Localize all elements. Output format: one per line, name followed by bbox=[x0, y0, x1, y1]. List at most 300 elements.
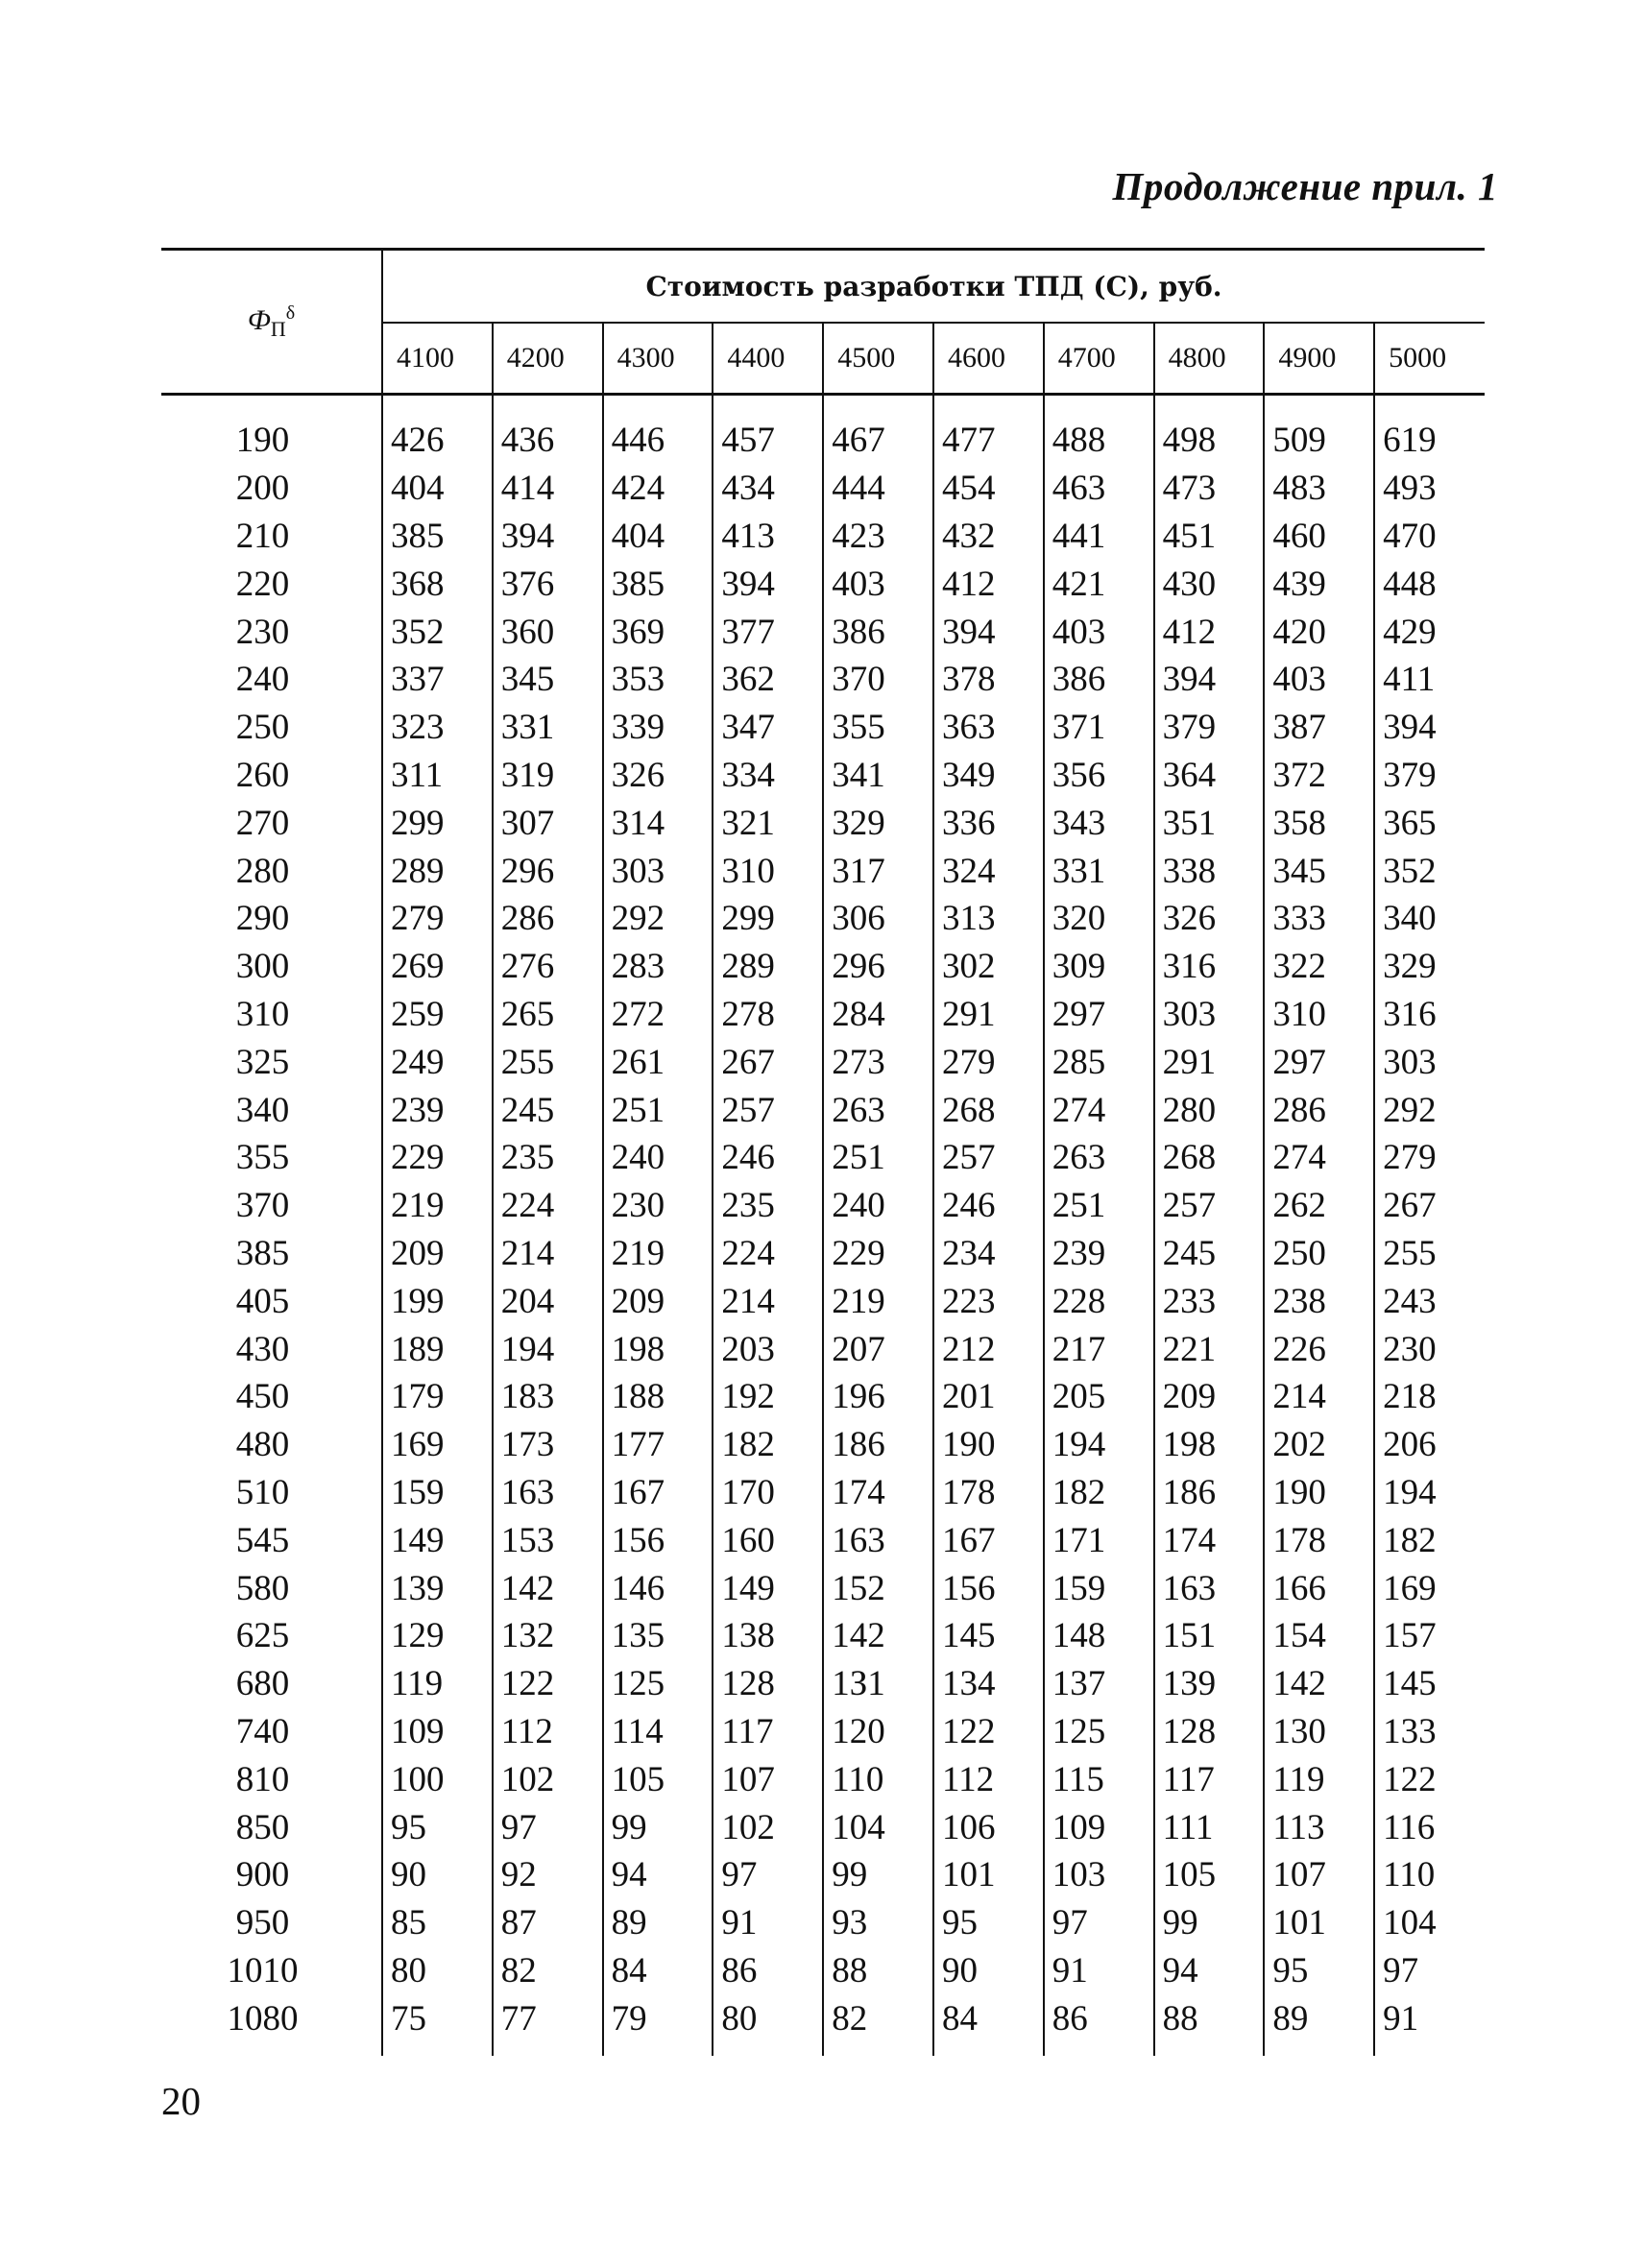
table-cell: 238 bbox=[1264, 1277, 1374, 1325]
table-row bbox=[161, 847, 1485, 895]
table-cell: 229 bbox=[823, 1230, 933, 1278]
table-row bbox=[161, 1134, 1485, 1182]
phi-value: 900 bbox=[161, 1851, 382, 1899]
table-cell: 339 bbox=[603, 704, 713, 752]
table-cell: 303 bbox=[1374, 1038, 1485, 1086]
table-cell: 84 bbox=[933, 1994, 1044, 2042]
phi-value: 250 bbox=[161, 704, 382, 752]
table-cell: 128 bbox=[713, 1660, 823, 1708]
table-cell: 280 bbox=[1154, 1086, 1265, 1134]
table-cell: 170 bbox=[713, 1469, 823, 1517]
phi-value: 200 bbox=[161, 465, 382, 513]
phi-subscript: П bbox=[270, 316, 286, 341]
table-cell: 263 bbox=[823, 1086, 933, 1134]
table-cell: 439 bbox=[1264, 560, 1374, 608]
table-cell: 403 bbox=[1264, 656, 1374, 704]
table-cell: 117 bbox=[713, 1708, 823, 1756]
table-cell: 106 bbox=[933, 1803, 1044, 1851]
phi-value: 280 bbox=[161, 847, 382, 895]
table-cell: 338 bbox=[1154, 847, 1265, 895]
table-cell: 387 bbox=[1264, 704, 1374, 752]
table-cell: 347 bbox=[713, 704, 823, 752]
table-cell: 324 bbox=[933, 847, 1044, 895]
table-cell: 385 bbox=[391, 516, 445, 556]
table-body bbox=[161, 395, 1485, 2057]
table-bottom-padding bbox=[161, 2042, 1485, 2056]
table-cell: 451 bbox=[1154, 513, 1265, 561]
table-cell: 132 bbox=[493, 1612, 603, 1660]
cost-column-header: 4300 bbox=[603, 323, 713, 395]
table-cell: 394 bbox=[493, 513, 603, 561]
table-cell: 470 bbox=[1374, 513, 1485, 561]
table-row bbox=[161, 513, 1485, 561]
table-cell: 261 bbox=[603, 1038, 713, 1086]
table-cell: 322 bbox=[1264, 943, 1374, 991]
table-cell: 169 bbox=[391, 1425, 445, 1465]
table-cell: 122 bbox=[933, 1708, 1044, 1756]
table-cell: 169 bbox=[1374, 1564, 1485, 1612]
table-cell: 92 bbox=[493, 1851, 603, 1899]
table-cell: 291 bbox=[1154, 1038, 1265, 1086]
table-cell: 276 bbox=[493, 943, 603, 991]
table-row bbox=[161, 1851, 1485, 1899]
table-cell: 110 bbox=[823, 1755, 933, 1803]
table-cell: 142 bbox=[493, 1564, 603, 1612]
table-cell: 349 bbox=[933, 752, 1044, 800]
table-cell: 178 bbox=[933, 1469, 1044, 1517]
table-cell: 101 bbox=[1264, 1899, 1374, 1947]
table-row bbox=[161, 1421, 1485, 1469]
table-cell: 134 bbox=[933, 1660, 1044, 1708]
table-cell: 251 bbox=[603, 1086, 713, 1134]
table-cell: 186 bbox=[823, 1421, 933, 1469]
table-cell: 97 bbox=[493, 1803, 603, 1851]
table-cell: 259 bbox=[391, 994, 445, 1034]
table-cell: 84 bbox=[603, 1947, 713, 1995]
table-cell: 378 bbox=[933, 656, 1044, 704]
table-cell: 257 bbox=[713, 1086, 823, 1134]
table-cell: 364 bbox=[1154, 752, 1265, 800]
table-cell: 314 bbox=[603, 799, 713, 847]
table-cell: 289 bbox=[713, 943, 823, 991]
table-cell: 412 bbox=[933, 560, 1044, 608]
table-cell: 303 bbox=[603, 847, 713, 895]
table-cell: 130 bbox=[1264, 1708, 1374, 1756]
phi-value: 370 bbox=[161, 1182, 382, 1230]
table-cell: 95 bbox=[1264, 1947, 1374, 1995]
table-cell: 174 bbox=[1154, 1516, 1265, 1564]
table-cell: 139 bbox=[391, 1568, 445, 1608]
table-cell: 82 bbox=[493, 1947, 603, 1995]
table-cell: 265 bbox=[493, 991, 603, 1039]
table-cell: 149 bbox=[391, 1520, 445, 1560]
table-cell: 263 bbox=[1044, 1134, 1154, 1182]
table-cell: 234 bbox=[933, 1230, 1044, 1278]
table-cell: 149 bbox=[713, 1564, 823, 1612]
table-cell: 362 bbox=[713, 656, 823, 704]
phi-value: 810 bbox=[161, 1755, 382, 1803]
table-cell: 230 bbox=[603, 1182, 713, 1230]
table-cell: 138 bbox=[713, 1612, 823, 1660]
table-cell: 99 bbox=[1154, 1899, 1265, 1947]
table-cell: 133 bbox=[1374, 1708, 1485, 1756]
table-cell: 201 bbox=[933, 1373, 1044, 1421]
table-cell: 209 bbox=[1154, 1373, 1265, 1421]
table-cell: 441 bbox=[1044, 513, 1154, 561]
table-cell: 163 bbox=[1154, 1564, 1265, 1612]
table-cell: 104 bbox=[1374, 1899, 1485, 1947]
table-cell: 174 bbox=[823, 1469, 933, 1517]
table-cell: 105 bbox=[603, 1755, 713, 1803]
table-cell: 91 bbox=[1044, 1947, 1154, 1995]
phi-value: 220 bbox=[161, 560, 382, 608]
table-cell: 88 bbox=[1154, 1994, 1265, 2042]
table-cell: 97 bbox=[713, 1851, 823, 1899]
table-cell: 186 bbox=[1154, 1469, 1265, 1517]
table-cell: 114 bbox=[603, 1708, 713, 1756]
table-cell: 194 bbox=[493, 1325, 603, 1373]
table-row bbox=[161, 1038, 1485, 1086]
table-cell: 394 bbox=[933, 608, 1044, 656]
table-cell: 122 bbox=[1374, 1755, 1485, 1803]
table-cell: 129 bbox=[391, 1616, 445, 1656]
table-cell: 171 bbox=[1044, 1516, 1154, 1564]
table-cell: 86 bbox=[1044, 1994, 1154, 2042]
table-cell: 363 bbox=[933, 704, 1044, 752]
table-cell: 125 bbox=[603, 1660, 713, 1708]
table-cell: 202 bbox=[1264, 1421, 1374, 1469]
table-cell: 192 bbox=[713, 1373, 823, 1421]
phi-value: 310 bbox=[161, 991, 382, 1039]
table-cell: 249 bbox=[391, 1042, 445, 1082]
table-cell: 329 bbox=[823, 799, 933, 847]
table-cell: 194 bbox=[1044, 1421, 1154, 1469]
table-row bbox=[161, 417, 1485, 465]
table-row bbox=[161, 1612, 1485, 1660]
table-cell: 99 bbox=[823, 1851, 933, 1899]
cost-column-header: 4200 bbox=[493, 323, 603, 395]
table-cell: 239 bbox=[391, 1090, 445, 1130]
table-cell: 224 bbox=[713, 1230, 823, 1278]
table-cell: 473 bbox=[1154, 465, 1265, 513]
table-cell: 423 bbox=[823, 513, 933, 561]
table-cell: 99 bbox=[603, 1803, 713, 1851]
table-cell: 182 bbox=[1044, 1469, 1154, 1517]
table-cell: 97 bbox=[1374, 1947, 1485, 1995]
table-cell: 299 bbox=[713, 895, 823, 943]
table-cell: 146 bbox=[603, 1564, 713, 1612]
table-cell: 353 bbox=[603, 656, 713, 704]
table-cell: 420 bbox=[1264, 608, 1374, 656]
table-cell: 230 bbox=[1374, 1325, 1485, 1373]
table-cell: 326 bbox=[1154, 895, 1265, 943]
table-cell: 368 bbox=[391, 564, 445, 604]
table-cell: 160 bbox=[713, 1516, 823, 1564]
table-cell: 194 bbox=[1374, 1469, 1485, 1517]
table-cell: 430 bbox=[1154, 560, 1265, 608]
table-cell: 279 bbox=[391, 899, 445, 939]
table-cell: 403 bbox=[823, 560, 933, 608]
table-cell: 385 bbox=[603, 560, 713, 608]
table-cell: 310 bbox=[1264, 991, 1374, 1039]
table-row bbox=[161, 1469, 1485, 1517]
phi-value: 580 bbox=[161, 1564, 382, 1612]
table-cell: 345 bbox=[1264, 847, 1374, 895]
table-cell: 379 bbox=[1374, 752, 1485, 800]
phi-value: 325 bbox=[161, 1038, 382, 1086]
table-cell: 156 bbox=[603, 1516, 713, 1564]
table-cell: 434 bbox=[713, 465, 823, 513]
phi-value: 480 bbox=[161, 1421, 382, 1469]
table-cell: 95 bbox=[933, 1899, 1044, 1947]
table-cell: 467 bbox=[823, 417, 933, 465]
table-cell: 151 bbox=[1154, 1612, 1265, 1660]
table-cell: 196 bbox=[823, 1373, 933, 1421]
table-cell: 286 bbox=[1264, 1086, 1374, 1134]
table-cell: 313 bbox=[933, 895, 1044, 943]
table-cell: 190 bbox=[933, 1421, 1044, 1469]
table-cell: 320 bbox=[1044, 895, 1154, 943]
phi-superscript: δ bbox=[285, 302, 296, 324]
table-cell: 93 bbox=[823, 1899, 933, 1947]
table-cell: 477 bbox=[933, 417, 1044, 465]
cost-table bbox=[161, 248, 1485, 2056]
table-cell: 351 bbox=[1154, 799, 1265, 847]
table-cell: 297 bbox=[1044, 991, 1154, 1039]
phi-column-header bbox=[161, 250, 382, 395]
table-cell: 80 bbox=[713, 1994, 823, 2042]
table-cell: 321 bbox=[713, 799, 823, 847]
table-row bbox=[161, 560, 1485, 608]
phi-value: 1080 bbox=[161, 1994, 382, 2042]
table-cell: 352 bbox=[391, 612, 445, 652]
table-cell: 432 bbox=[933, 513, 1044, 561]
table-cell: 448 bbox=[1374, 560, 1485, 608]
table-cell: 356 bbox=[1044, 752, 1154, 800]
table-row bbox=[161, 1708, 1485, 1756]
table-cell: 113 bbox=[1264, 1803, 1374, 1851]
phi-value: 385 bbox=[161, 1230, 382, 1278]
table-cell: 228 bbox=[1044, 1277, 1154, 1325]
table-cell: 444 bbox=[823, 465, 933, 513]
table-cell: 371 bbox=[1044, 704, 1154, 752]
table-row bbox=[161, 799, 1485, 847]
table-cell: 274 bbox=[1264, 1134, 1374, 1182]
phi-symbol: Ф bbox=[247, 303, 271, 336]
table-cell: 90 bbox=[391, 1855, 426, 1895]
table-cell: 229 bbox=[391, 1138, 445, 1178]
table-cell: 209 bbox=[391, 1233, 445, 1273]
table-cell: 245 bbox=[493, 1086, 603, 1134]
table-cell: 240 bbox=[823, 1182, 933, 1230]
table-cell: 107 bbox=[713, 1755, 823, 1803]
table-cell: 82 bbox=[823, 1994, 933, 2042]
phi-value: 340 bbox=[161, 1086, 382, 1134]
table-cell: 345 bbox=[493, 656, 603, 704]
table-cell: 226 bbox=[1264, 1325, 1374, 1373]
table-cell: 240 bbox=[603, 1134, 713, 1182]
table-cell: 163 bbox=[493, 1469, 603, 1517]
table-cell: 243 bbox=[1374, 1277, 1485, 1325]
table-cell: 111 bbox=[1154, 1803, 1265, 1851]
table-cell: 403 bbox=[1044, 608, 1154, 656]
table-cell: 119 bbox=[1264, 1755, 1374, 1803]
phi-value: 850 bbox=[161, 1803, 382, 1851]
table-cell: 219 bbox=[391, 1186, 445, 1226]
table-cell: 331 bbox=[1044, 847, 1154, 895]
phi-value: 430 bbox=[161, 1325, 382, 1373]
phi-value: 625 bbox=[161, 1612, 382, 1660]
table-cell: 341 bbox=[823, 752, 933, 800]
table-cell: 207 bbox=[823, 1325, 933, 1373]
table-cell: 289 bbox=[391, 851, 445, 891]
table-row bbox=[161, 608, 1485, 656]
table-cell: 394 bbox=[1154, 656, 1265, 704]
table-cell: 296 bbox=[493, 847, 603, 895]
table-cell: 307 bbox=[493, 799, 603, 847]
table-cell: 273 bbox=[823, 1038, 933, 1086]
table-cell: 369 bbox=[603, 608, 713, 656]
table-cell: 125 bbox=[1044, 1708, 1154, 1756]
table-cell: 251 bbox=[823, 1134, 933, 1182]
phi-value: 240 bbox=[161, 656, 382, 704]
table-cell: 297 bbox=[1264, 1038, 1374, 1086]
table-cell: 370 bbox=[823, 656, 933, 704]
table-cell: 255 bbox=[493, 1038, 603, 1086]
table-cell: 119 bbox=[391, 1664, 444, 1704]
table-cell: 279 bbox=[933, 1038, 1044, 1086]
table-cell: 319 bbox=[493, 752, 603, 800]
table-cell: 334 bbox=[713, 752, 823, 800]
table-cell: 87 bbox=[493, 1899, 603, 1947]
table-cell: 358 bbox=[1264, 799, 1374, 847]
table-cell: 110 bbox=[1374, 1851, 1485, 1899]
table-cell: 142 bbox=[1264, 1660, 1374, 1708]
table-cell: 274 bbox=[1044, 1086, 1154, 1134]
table-cell: 498 bbox=[1154, 417, 1265, 465]
table-cell: 394 bbox=[713, 560, 823, 608]
table-cell: 414 bbox=[493, 465, 603, 513]
table-cell: 122 bbox=[493, 1660, 603, 1708]
table-row bbox=[161, 1277, 1485, 1325]
table-row bbox=[161, 465, 1485, 513]
table-row bbox=[161, 1182, 1485, 1230]
phi-value: 355 bbox=[161, 1134, 382, 1182]
table-cell: 279 bbox=[1374, 1134, 1485, 1182]
table-row bbox=[161, 1899, 1485, 1947]
table-cell: 257 bbox=[1154, 1182, 1265, 1230]
table-cell: 310 bbox=[713, 847, 823, 895]
table-cell: 412 bbox=[1154, 608, 1265, 656]
table-cell: 302 bbox=[933, 943, 1044, 991]
table-cell: 94 bbox=[603, 1851, 713, 1899]
table-row bbox=[161, 1660, 1485, 1708]
table-cell: 157 bbox=[1374, 1612, 1485, 1660]
table-cell: 91 bbox=[1374, 1994, 1485, 2042]
table-row bbox=[161, 1755, 1485, 1803]
table-cell: 153 bbox=[493, 1516, 603, 1564]
table-cell: 217 bbox=[1044, 1325, 1154, 1373]
table-cell: 268 bbox=[933, 1086, 1044, 1134]
table-cell: 404 bbox=[603, 513, 713, 561]
table-cell: 112 bbox=[933, 1755, 1044, 1803]
table-row bbox=[161, 1803, 1485, 1851]
table-cell: 166 bbox=[1264, 1564, 1374, 1612]
table-cell: 337 bbox=[391, 660, 445, 700]
table-cell: 413 bbox=[713, 513, 823, 561]
table-cell: 79 bbox=[603, 1994, 713, 2042]
table-cell: 429 bbox=[1374, 608, 1485, 656]
table-cell: 156 bbox=[933, 1564, 1044, 1612]
table-cell: 199 bbox=[391, 1281, 445, 1321]
table-row bbox=[161, 991, 1485, 1039]
table-cell: 203 bbox=[713, 1325, 823, 1373]
table-cell: 463 bbox=[1044, 465, 1154, 513]
cost-column-header: 4500 bbox=[823, 323, 933, 395]
table-cell: 296 bbox=[823, 943, 933, 991]
phi-value: 680 bbox=[161, 1660, 382, 1708]
phi-value: 405 bbox=[161, 1277, 382, 1325]
table-cell: 128 bbox=[1154, 1708, 1265, 1756]
table-cell: 219 bbox=[823, 1277, 933, 1325]
table-cell: 135 bbox=[603, 1612, 713, 1660]
table-cell: 189 bbox=[391, 1329, 445, 1369]
table-cell: 182 bbox=[713, 1421, 823, 1469]
table-cell: 365 bbox=[1374, 799, 1485, 847]
table-row bbox=[161, 1564, 1485, 1612]
table-cell: 340 bbox=[1374, 895, 1485, 943]
cost-column-header: 5000 bbox=[1374, 323, 1485, 395]
table-cell: 223 bbox=[933, 1277, 1044, 1325]
phi-value: 230 bbox=[161, 608, 382, 656]
table-cell: 182 bbox=[1374, 1516, 1485, 1564]
table-cell: 120 bbox=[823, 1708, 933, 1756]
table-cell: 145 bbox=[933, 1612, 1044, 1660]
table-row bbox=[161, 1373, 1485, 1421]
table-cell: 188 bbox=[603, 1373, 713, 1421]
table-cell: 218 bbox=[1374, 1373, 1485, 1421]
table-cell: 86 bbox=[713, 1947, 823, 1995]
table-cell: 117 bbox=[1154, 1755, 1265, 1803]
table-cell: 246 bbox=[933, 1182, 1044, 1230]
table-cell: 102 bbox=[493, 1755, 603, 1803]
table-cell: 424 bbox=[603, 465, 713, 513]
cost-group-title: Стоимость разработки ТПД (С), руб. bbox=[382, 250, 1485, 324]
cost-column-header: 4800 bbox=[1154, 323, 1265, 395]
table-cell: 204 bbox=[493, 1277, 603, 1325]
table-cell: 97 bbox=[1044, 1899, 1154, 1947]
table-cell: 284 bbox=[823, 991, 933, 1039]
phi-value: 190 bbox=[161, 417, 382, 465]
table-cell: 104 bbox=[823, 1803, 933, 1851]
table-cell: 77 bbox=[493, 1994, 603, 2042]
table-cell: 205 bbox=[1044, 1373, 1154, 1421]
table-cell: 283 bbox=[603, 943, 713, 991]
table-cell: 145 bbox=[1374, 1660, 1485, 1708]
table-cell: 183 bbox=[493, 1373, 603, 1421]
table-cell: 101 bbox=[933, 1851, 1044, 1899]
phi-value: 1010 bbox=[161, 1947, 382, 1995]
table-cell: 137 bbox=[1044, 1660, 1154, 1708]
table-cell: 159 bbox=[1044, 1564, 1154, 1612]
table-cell: 326 bbox=[603, 752, 713, 800]
table-cell: 488 bbox=[1044, 417, 1154, 465]
table-cell: 105 bbox=[1154, 1851, 1265, 1899]
continuation-caption: Продолжение прил. 1 bbox=[1112, 164, 1498, 208]
table-row bbox=[161, 1086, 1485, 1134]
table-cell: 148 bbox=[1044, 1612, 1154, 1660]
table-cell: 292 bbox=[603, 895, 713, 943]
